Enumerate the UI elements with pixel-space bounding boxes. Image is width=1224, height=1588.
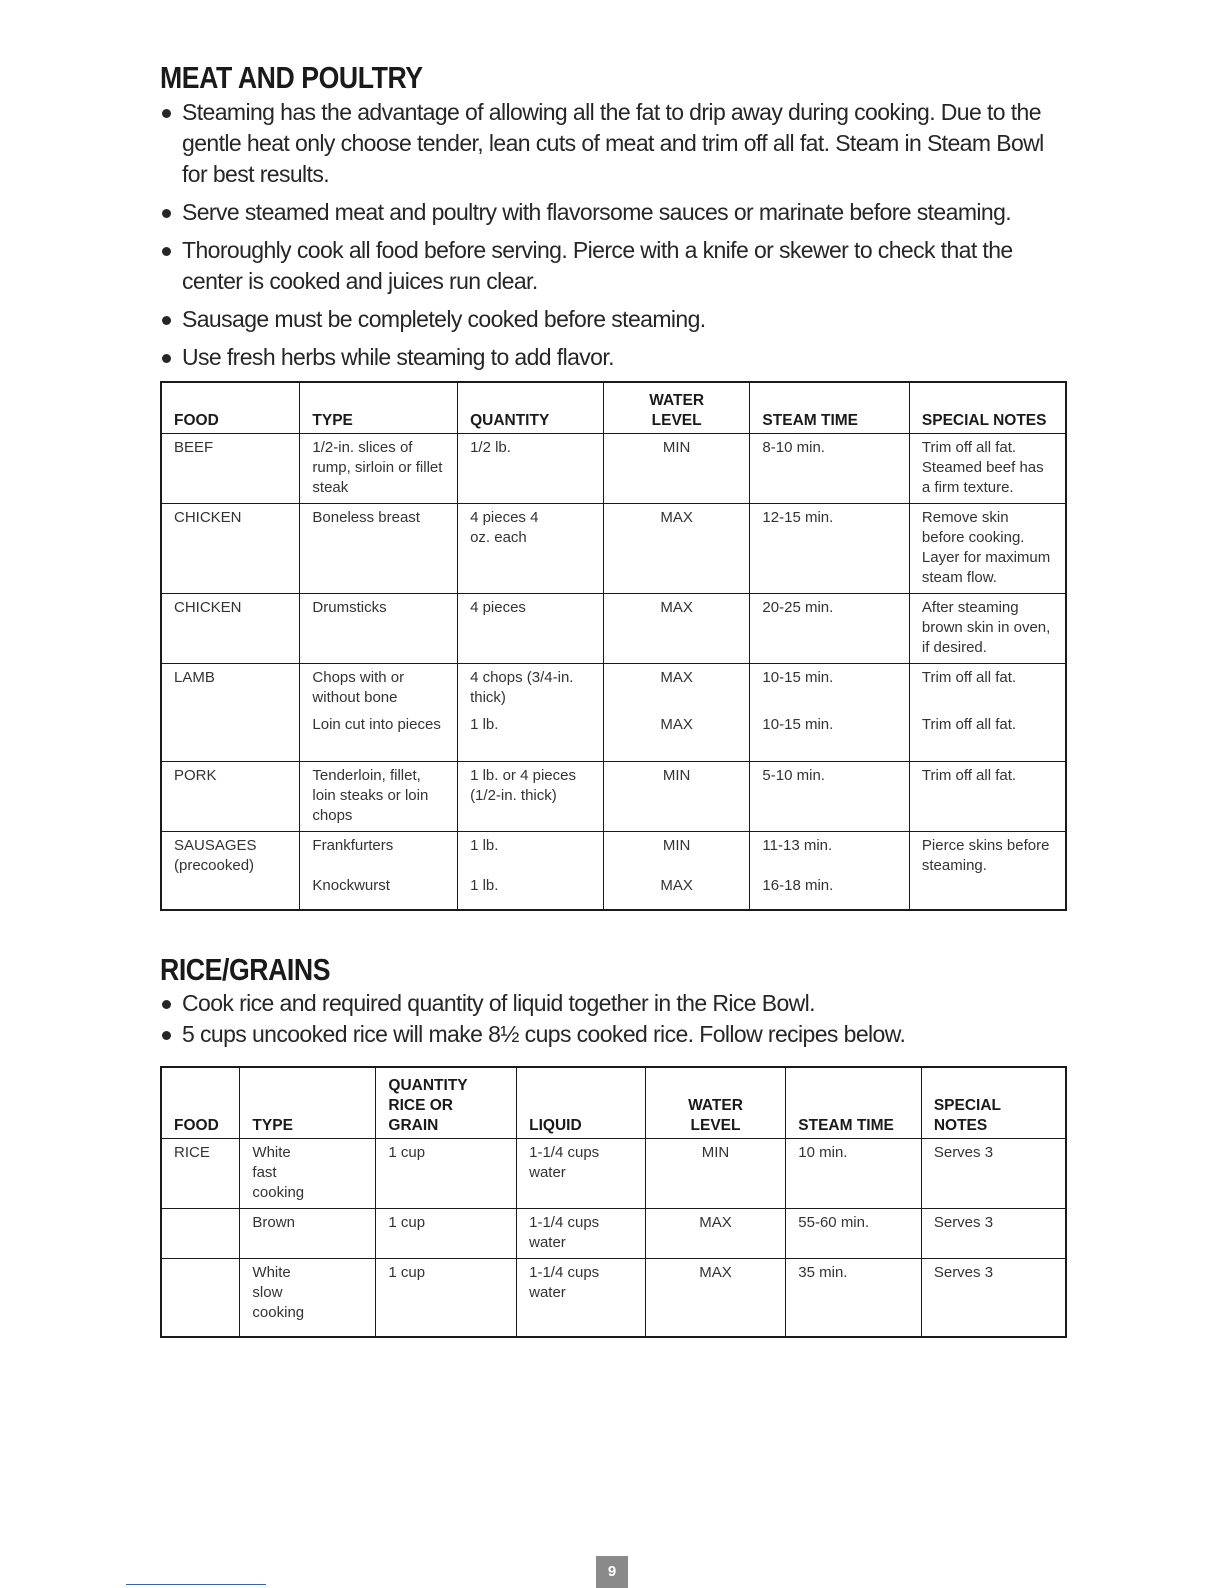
cell-notes: Trim off all fat. bbox=[909, 762, 1066, 832]
header-type: TYPE bbox=[240, 1067, 376, 1139]
header-quantity-line2: RICE OR GRAIN bbox=[388, 1097, 453, 1134]
cell-notes bbox=[909, 664, 1066, 762]
cell-type bbox=[300, 832, 458, 910]
cell-type: Boneless breast bbox=[300, 504, 458, 594]
cell-quantity: 1/2 lb. bbox=[458, 434, 604, 504]
header-water-level bbox=[645, 1067, 786, 1139]
footer-rule bbox=[126, 1584, 266, 1585]
cell-type bbox=[300, 664, 458, 762]
header-water-line1: WATER bbox=[688, 1097, 743, 1114]
cell-type: White slow cooking bbox=[240, 1259, 376, 1337]
cell-notes: Pierce skins before steaming. bbox=[909, 832, 1066, 910]
cell-food: PORK bbox=[161, 762, 300, 832]
table-row bbox=[161, 1209, 1066, 1259]
cell-quantity: 4 pieces bbox=[458, 594, 604, 664]
header-food: FOOD bbox=[161, 1067, 240, 1139]
cell-quantity-b: 1 lb. bbox=[470, 716, 499, 733]
cell-water-a: MAX bbox=[660, 669, 693, 686]
cell-quantity: 1 cup bbox=[376, 1259, 517, 1337]
cell-liquid: 1-1/4 cups water bbox=[517, 1209, 646, 1259]
cell-notes: Serves 3 bbox=[921, 1209, 1066, 1259]
cell-steam: 35 min. bbox=[786, 1259, 922, 1337]
cell-water: MIN bbox=[603, 434, 750, 504]
header-liquid: LIQUID bbox=[517, 1067, 646, 1139]
list-item: Steaming has the advantage of allowing all the fat to drip away during cooking. Due to the gentle heat only choose tender, lean cuts of meat and trim off all fat. Steam in Steam Bowl for best results. bbox=[160, 97, 1062, 190]
header-water-level bbox=[603, 382, 750, 434]
cell-liquid: 1-1/4 cups water bbox=[517, 1259, 646, 1337]
list-item: Thoroughly cook all food before serving. Pierce with a knife or skewer to check that the center is cooked and juices run clear. bbox=[160, 235, 1032, 297]
cell-water: MAX bbox=[603, 504, 750, 594]
cell-water: MAX bbox=[603, 594, 750, 664]
list-item: Use fresh herbs while steaming to add flavor. bbox=[160, 342, 1170, 373]
cell-steam: 55-60 min. bbox=[786, 1209, 922, 1259]
table-row bbox=[161, 1139, 1066, 1209]
cell-notes-a: Trim off all fat. bbox=[921, 669, 1017, 686]
cell-steam-a: 10-15 min. bbox=[762, 669, 834, 686]
rice-table bbox=[160, 1066, 1067, 1338]
list-item: Serve steamed meat and poultry with flavorsome sauces or marinate before steaming. bbox=[160, 197, 1170, 228]
meat-bullet-list bbox=[160, 97, 1170, 380]
cell-type: 1/2-in. slices of rump, sirloin or fillet steak bbox=[300, 434, 458, 504]
cell-water bbox=[603, 664, 750, 762]
table-header-row bbox=[161, 382, 1066, 434]
cell-food: CHICKEN bbox=[161, 594, 300, 664]
cell-food: LAMB bbox=[161, 664, 300, 762]
cell-food bbox=[161, 1209, 240, 1259]
cell-food bbox=[161, 1259, 240, 1337]
cell-water: MAX bbox=[645, 1259, 786, 1337]
cell-type: White fast cooking bbox=[240, 1139, 376, 1209]
header-special-notes: SPECIAL NOTES bbox=[921, 1067, 1066, 1139]
table-row bbox=[161, 504, 1066, 594]
cell-steam: 10 min. bbox=[786, 1139, 922, 1209]
cell-quantity: 1 cup bbox=[376, 1139, 517, 1209]
cell-notes-b: Trim off all fat. bbox=[921, 716, 1017, 733]
cell-food: BEEF bbox=[161, 434, 300, 504]
cell-food: SAUSAGES (precooked) bbox=[161, 832, 300, 910]
rice-heading: RICE/GRAINS bbox=[160, 952, 331, 987]
cell-steam-b: 16-18 min. bbox=[762, 877, 834, 894]
cell-type: Drumsticks bbox=[300, 594, 458, 664]
list-item: Cook rice and required quantity of liquid together in the Rice Bowl. bbox=[160, 988, 1170, 1019]
table-row bbox=[161, 664, 1066, 762]
cell-steam: 5-10 min. bbox=[750, 762, 909, 832]
cell-water: MIN bbox=[645, 1139, 786, 1209]
table-row bbox=[161, 832, 1066, 910]
cell-notes: Remove skin before cooking. Layer for maximum steam flow. bbox=[909, 504, 1066, 594]
cell-notes: After steaming brown skin in oven, if desired. bbox=[909, 594, 1066, 664]
cell-quantity-b: 1 lb. bbox=[470, 877, 499, 894]
table-row bbox=[161, 1259, 1066, 1337]
cell-steam bbox=[750, 832, 909, 910]
cell-water-a: MIN bbox=[662, 837, 691, 854]
cell-quantity: 1 cup bbox=[376, 1209, 517, 1259]
cell-liquid: 1-1/4 cups water bbox=[517, 1139, 646, 1209]
list-item: Sausage must be completely cooked before steaming. bbox=[160, 304, 1170, 335]
cell-water-b: MAX bbox=[660, 716, 693, 733]
cell-water-b: MAX bbox=[660, 877, 693, 894]
cell-food: CHICKEN bbox=[161, 504, 300, 594]
header-water-line2: LEVEL bbox=[651, 412, 702, 429]
list-item: 5 cups uncooked rice will make 8½ cups cooked rice. Follow recipes below. bbox=[160, 1019, 1170, 1050]
header-steam-time: STEAM TIME bbox=[786, 1067, 922, 1139]
cell-water bbox=[603, 832, 750, 910]
meat-table bbox=[160, 381, 1067, 911]
cell-quantity bbox=[458, 832, 604, 910]
rice-bullet-list bbox=[160, 988, 1170, 1057]
cell-steam bbox=[750, 664, 909, 762]
header-quantity-line1: QUANTITY bbox=[388, 1077, 468, 1094]
header-steam-time: STEAM TIME bbox=[750, 382, 909, 434]
cell-quantity: 1 lb. or 4 pieces (1/2-in. thick) bbox=[458, 762, 604, 832]
cell-quantity bbox=[458, 664, 604, 762]
cell-type-b: Knockwurst bbox=[312, 877, 390, 894]
cell-quantity-a: 1 lb. bbox=[470, 837, 499, 854]
cell-type-a: Frankfurters bbox=[312, 837, 394, 854]
cell-quantity-a: 4 chops (3/4-in. thick) bbox=[470, 669, 574, 706]
cell-steam-b: 10-15 min. bbox=[762, 716, 834, 733]
header-type: TYPE bbox=[300, 382, 458, 434]
cell-notes: Serves 3 bbox=[921, 1139, 1066, 1209]
cell-food: RICE bbox=[161, 1139, 240, 1209]
cell-type: Tenderloin, fillet, loin steaks or loin chops bbox=[300, 762, 458, 832]
header-food: FOOD bbox=[161, 382, 300, 434]
table-row bbox=[161, 434, 1066, 504]
header-special-notes: SPECIAL NOTES bbox=[909, 382, 1066, 434]
cell-water: MAX bbox=[645, 1209, 786, 1259]
header-quantity: QUANTITY bbox=[458, 382, 604, 434]
cell-quantity: 4 pieces 4 oz. each bbox=[458, 504, 604, 594]
meat-heading: MEAT AND POULTRY bbox=[160, 60, 423, 95]
header-quantity bbox=[376, 1067, 517, 1139]
cell-type: Brown bbox=[240, 1209, 376, 1259]
cell-type-a: Chops with or without bone bbox=[312, 669, 405, 706]
table-row bbox=[161, 762, 1066, 832]
cell-steam: 20-25 min. bbox=[750, 594, 909, 664]
page-number: 9 bbox=[596, 1556, 628, 1588]
cell-type-b: Loin cut into pieces bbox=[312, 716, 441, 733]
cell-steam: 12-15 min. bbox=[750, 504, 909, 594]
header-water-line2: LEVEL bbox=[690, 1117, 741, 1134]
cell-water: MIN bbox=[603, 762, 750, 832]
cell-notes: Serves 3 bbox=[921, 1259, 1066, 1337]
header-water-line1: WATER bbox=[649, 392, 705, 409]
table-header-row bbox=[161, 1067, 1066, 1139]
cell-steam-a: 11-13 min. bbox=[762, 837, 833, 854]
table-row bbox=[161, 594, 1066, 664]
cell-steam: 8-10 min. bbox=[750, 434, 909, 504]
cell-notes: Trim off all fat. Steamed beef has a firm texture. bbox=[909, 434, 1066, 504]
